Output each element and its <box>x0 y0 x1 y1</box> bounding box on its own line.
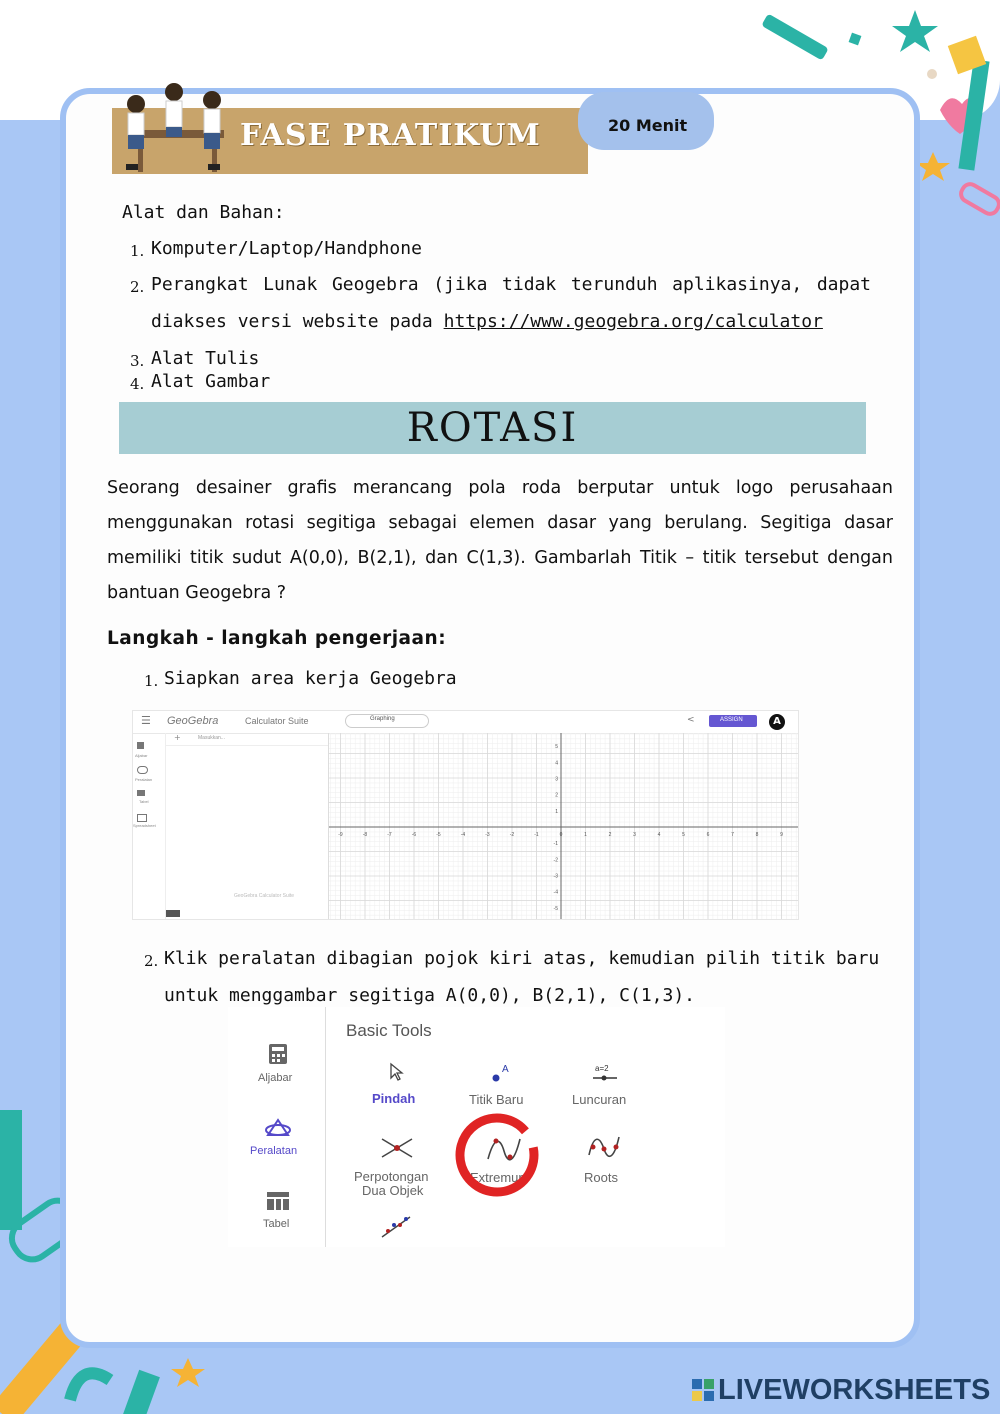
sidebar-item-tabel[interactable]: Tabel <box>139 799 149 804</box>
materials-intro: Alat dan Bahan: <box>122 202 285 223</box>
slider-icon <box>590 1062 620 1084</box>
list-number: 1. <box>130 242 145 260</box>
steps-heading: Langkah - langkah pengerjaan: <box>107 628 447 649</box>
x-tick-label: 5 <box>682 832 685 838</box>
panel-divider <box>325 1007 326 1247</box>
y-tick-label: -1 <box>553 841 558 848</box>
table-icon <box>137 790 145 796</box>
x-tick-label: -9 <box>338 832 343 838</box>
highlight-circle-icon <box>454 1112 540 1198</box>
x-tick-label: 9 <box>780 832 783 838</box>
cursor-icon <box>388 1062 404 1082</box>
svg-text:A: A <box>502 1064 509 1075</box>
x-tick-label: -6 <box>411 832 417 838</box>
liveworksheets-logo <box>692 1374 990 1407</box>
tools-icon <box>137 766 148 774</box>
x-tick-label: -8 <box>362 832 368 838</box>
geogebra-link[interactable]: https://www.geogebra.org/calculator <box>443 311 823 332</box>
problem-text: Seorang desainer grafis merancang pola roda berputar untuk logo perusahaan menggunakan rotasi segitiga sebagai elemen dasar yang berulang. Segitiga dasar memiliki titik sudut A(0,0), B(2,1), dan C(1,3). Gambarlah Titik – titik tersebut dengan bantuan Geogebra ? <box>107 478 893 603</box>
algebra-input-row[interactable] <box>166 733 328 746</box>
sidebar-item-aljabar[interactable]: Aljabar <box>258 1072 293 1084</box>
material-item: Alat Tulis <box>151 348 260 369</box>
fit-line-icon <box>380 1213 412 1239</box>
algebra-panel <box>166 733 329 919</box>
x-tick-label: 1 <box>584 832 587 838</box>
section-title-box <box>119 402 866 454</box>
step-item: Klik peralatan dibagian pojok kiri atas, kemudian pilih titik baru <box>164 948 880 969</box>
material-item: Perangkat Lunak Geogebra (jika tidak terunduh aplikasinya, dapat <box>151 274 871 295</box>
suite-footer-label: GeoGebra Calculator Suite <box>234 893 295 899</box>
geogebra-sidebar <box>133 733 166 919</box>
table-icon <box>266 1191 290 1211</box>
list-number: 3. <box>130 352 145 370</box>
calculator-icon <box>268 1043 288 1065</box>
sidebar-item-peralatan[interactable]: Peralatan <box>135 777 153 782</box>
x-tick-label: 3 <box>633 832 636 838</box>
mode-label: Graphing <box>370 716 395 722</box>
tool-titik-baru[interactable]: Titik Baru <box>469 1092 524 1107</box>
assign-label: ASSIGN <box>720 717 743 723</box>
tools-icon <box>264 1117 292 1139</box>
y-tick-label: 2 <box>555 792 558 799</box>
sidebar-item-tabel[interactable]: Tabel <box>263 1218 290 1230</box>
tools-title: Basic Tools <box>346 1021 432 1040</box>
x-tick-label: -4 <box>460 832 466 838</box>
mode-dropdown[interactable] <box>345 714 429 728</box>
new-point-icon <box>490 1062 514 1084</box>
header-title: FASE PRATIKUM <box>240 118 541 153</box>
tool-pindah[interactable]: Pindah <box>372 1091 416 1106</box>
liveworksheets-logo-text: LIVEWORKSHEETS <box>718 1374 991 1406</box>
roots-icon <box>586 1133 622 1161</box>
geogebra-topbar <box>133 711 798 734</box>
list-number: 1. <box>144 672 159 690</box>
spreadsheet-icon <box>137 814 147 822</box>
x-tick-label: 6 <box>706 832 710 838</box>
y-tick-label: -4 <box>553 889 558 896</box>
x-tick-label: 8 <box>755 832 759 838</box>
x-tick-label: -1 <box>534 832 539 838</box>
geogebra-brand: GeoGebra <box>167 715 219 727</box>
timer-badge <box>578 92 714 150</box>
graphics-view[interactable] <box>329 733 798 919</box>
tool-dua-objek[interactable]: Dua Objek <box>362 1183 424 1198</box>
x-tick-label: -7 <box>387 832 392 838</box>
algebra-input-placeholder[interactable]: Masukkan... <box>198 735 225 741</box>
tool-extremum[interactable]: Extremum <box>470 1170 530 1185</box>
x-tick-label: -5 <box>436 832 441 838</box>
liveworksheets-logo-icon <box>692 1379 714 1401</box>
assign-button[interactable] <box>709 715 757 727</box>
x-tick-label: -2 <box>509 832 515 838</box>
y-tick-label: -5 <box>553 905 558 912</box>
x-tick-label: 2 <box>608 832 612 838</box>
avatar[interactable]: A <box>769 714 785 730</box>
section-title: ROTASI <box>406 405 579 451</box>
material-item: Komputer/Laptop/Handphone <box>151 238 422 259</box>
slider-label: a=2 <box>595 1064 609 1073</box>
plus-icon[interactable]: + <box>174 733 181 742</box>
sidebar-item-spreadsheet[interactable]: Spreadsheet <box>133 823 156 828</box>
sidebar-item-peralatan[interactable]: Peralatan <box>250 1145 298 1157</box>
y-tick-label: 1 <box>555 808 558 815</box>
x-tick-label: -3 <box>485 832 490 838</box>
tool-roots[interactable]: Roots <box>584 1170 618 1185</box>
geogebra-screenshot <box>132 710 799 920</box>
share-icon[interactable]: < <box>687 715 695 725</box>
timer-label: 20 Menit <box>608 116 688 135</box>
menu-icon[interactable]: ☰ <box>141 714 151 727</box>
tool-perpotongan[interactable]: Perpotongan <box>354 1169 429 1184</box>
tools-screenshot <box>228 1007 725 1247</box>
calculator-icon <box>137 742 144 749</box>
x-tick-label: 4 <box>657 832 661 838</box>
x-tick-label: 0 <box>559 832 563 838</box>
y-tick-label: -2 <box>553 857 558 864</box>
list-number: 4. <box>130 375 145 393</box>
step-item: Siapkan area kerja Geogebra <box>164 668 457 689</box>
intersect-icon <box>380 1135 414 1161</box>
y-tick-label: 3 <box>555 776 558 783</box>
list-number: 2. <box>130 278 145 296</box>
sidebar-item-aljabar[interactable]: Aljabar <box>135 753 148 758</box>
material-item: Alat Gambar <box>151 371 271 392</box>
tool-luncuran[interactable]: Luncuran <box>572 1092 627 1107</box>
list-number: 2. <box>144 952 159 970</box>
y-tick-label: -3 <box>553 873 558 880</box>
material-item-prefix: diakses versi website pada <box>151 311 444 332</box>
y-tick-label: 4 <box>555 760 558 767</box>
students-illustration <box>112 78 242 174</box>
geogebra-suite: Calculator Suite <box>245 716 309 726</box>
step-item-continued: untuk menggambar segitiga A(0,0), B(2,1), C(1,3). <box>164 985 696 1006</box>
x-tick-label: 7 <box>731 832 734 838</box>
material-item-continued <box>151 311 823 332</box>
y-tick-label: 5 <box>555 744 558 751</box>
